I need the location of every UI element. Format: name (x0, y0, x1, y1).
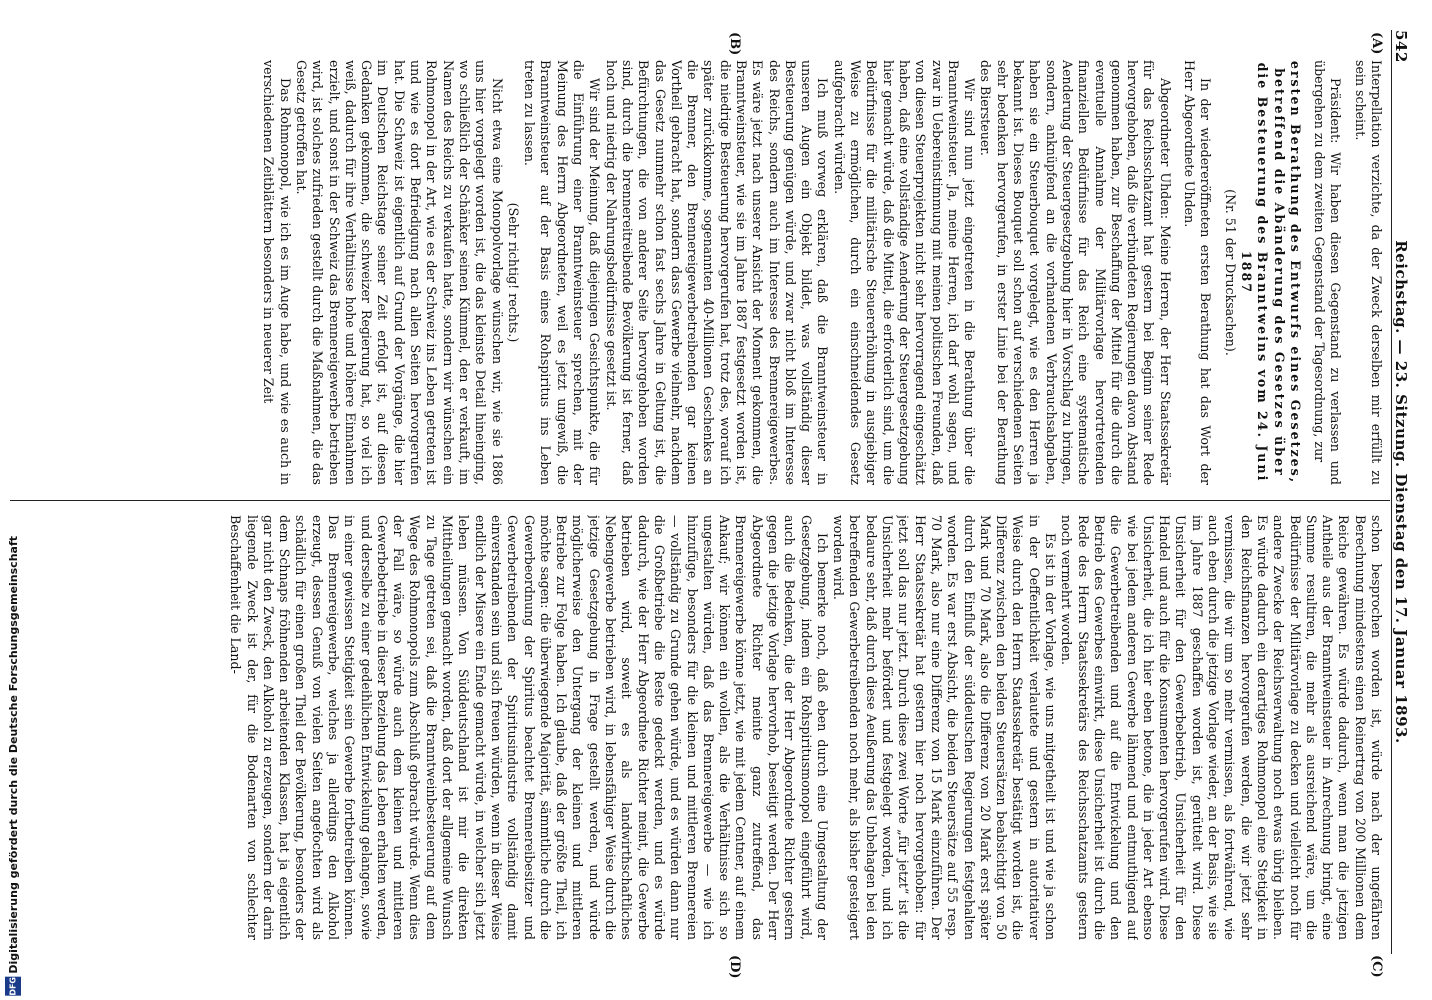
paragraph: Ich muß vorweg erklären, daß die Branntweinsteuer in unseren Augen ein Objekt bildet, was vollständig dieser Besteuerung genügen würde, und zwar nicht bloß im Interesse des Reichs, sondern auch im Interesse des Brennereigewerbes. Es wäre jetzt nach unserer Ansicht der Moment gekommen, die Branntweinsteuer, wie sie im Jahre 1887 festgesetzt worden ist, die niedrige Besteuerung hervorgerufen hat, trotz des, worauf ich später zurückkomme, sogenannten 40-Millionen Geschenkes an die Brenner, den Brennereigewerbetreibenden gar keinen Vortheil gebracht hat, sondern dass Gewerbe vielmehr, nachdem das Gesetz nunmehr schon fast sechs Jahre in Geltung ist, die Befürchtungen, die von anderer Seite hervorgehoben worden sind, durch die brennereitreibende Bevölkerung ist ferner, daß hoch und niedrig der Nahrungsbedürfnisse gesetzt ist. (603, 60, 831, 485)
interjection: (Sehr richtig! rechts.) (505, 202, 521, 343)
paragraph: schon besprochen worden ist, würde nach der ungefähren Berechnung mindestens einen Reinertrag von 200 Millionen dem Reiche gewähren. Es würde dadurch, wenn man die jetzigen Antheile aus der Branntweinsteuer in Anrechnung bringt, eine Summe resultiren, die mehr als ausreichend wäre, um die Bedürfnisse der Militärvorlage zu decken und vielleicht noch für andere Zwecke der Reichsverwaltung noch etwas übrig bleiben. Es würde dadurch ein derartiges Rohmonopol eine Stetigkeit in den Reichsfinanzen hervorgerufen werden, die wir jetzt sehr vermissen, die wir um so mehr vermissen, als fortwährend, wie auch eben durch die jetzige Vorlage wieder, an der Basis, wie sie im Jahre 1887 geschaffen worden ist, gerüttelt wird. Diese Unsicherheit für den Gewerbebetrieb, Unsicherheit für den Handel und auch für die Konsumenten hervorgerufen wird. Diese Unsicherheit, die ich hier eben betone, die in jeder Art ebenso wie bei jedem anderen Gewerbe lähmend und entmuthigend auf die Gewerbetreibenden und auf die Entwickelung und den Betrieb des Gewerbes einwirkt, diese Unsicherheit ist durch die Rede des Herrn Staatssekretärs des Reichsschatzamts gestern noch vermehrt worden. (1059, 515, 1384, 940)
digitization-credit (2, 535, 24, 996)
paragraph: Nicht etwa eine Monopolvorlage wünschen wir, wie sie 1886 uns hier vorgelegt worden ist, die das kleinste Detail hineinging, wo schließlich der Schänker seinen Kümmel, den er verkauft, im Namen des Reichs zu verkaufen hatte, sondern wir wünschen ein Rohmonopol in der Art, wie es der Schweiz ins Leben getreten ist und wie es dort Befriedigung nach allen Seiten hervorgerufen hat. Die Schweiz ist eigentlich auf Grund der Vorgänge, die hier im Deutschen Reichstage seiner Zeit erfolgt ist, auf diesen Gedanken gekommen, die schweizer Regierung hat, so viel ich weiß, dadurch für ihre Verhältnisse hohe und höhere Einnahmen erzielt, und sonst in der Schweiz das Brennereigewerbe betrieben wird, ist solches zufrieden gestellt durch die Maßnahmen, die das Gesetz getroffen hat. (294, 60, 505, 485)
margin-marker-a: (A) (1369, 32, 1384, 55)
margin-marker-c: (C) (1369, 955, 1384, 978)
column-divider (10, 500, 1390, 501)
right-column (14, 515, 1384, 940)
page-header (1391, 30, 1418, 954)
paragraph: Präsident: Wir haben diesen Gegenstand zu verlassen und übergehen zu dem zweiten Gegenstand der Tagesordnung, zur (1312, 60, 1344, 485)
digitization-note: Digitalisierung gefördert durch die Deutsche Forschungsgemeinschaft (6, 535, 20, 974)
page-number: 542 (1392, 30, 1410, 63)
agenda-heading: ersten Berathung des Entwurfs eines Gesetzes, betreffend die Abänderung des Gesetzes über die Besteuerung des Branntweins vom 24. Juni 1887 (1238, 60, 1303, 485)
paragraph: In der wiedereröffneten ersten Berathung hat das Wort der Herr Abgeordnete Uhden. (1182, 60, 1214, 485)
dfg-logo-icon: DFG (5, 977, 21, 996)
margin-marker-b: (B) (727, 32, 742, 56)
left-column (14, 60, 1384, 485)
paragraph: Interpellation verzichte, da der Zweck derselben mir erfüllt zu sein scheint. (1352, 60, 1384, 485)
paragraph: Wir sind nun jetzt eingetreten in die Berathung über die Branntweinsteuer. Ja, meine Herren, ich darf wohl sagen, und zwar in Uebereinstimmung mit meinen politischen Freunden, daß von diesen Steuerprojekten nicht sehr hervorragend eingeschätzt haben, daß eine vollständige Aenderung der Steuergesetzgebung hier gemacht würde, daß die Mittel, die erforderlich sind, um die Bedürfnisse für die militärische Steuererhöhung in ausgiebiger Weise zu ermöglichen, durch ein einschneidendes Gesetz aufgebracht würden. (831, 60, 978, 485)
paragraph: Das Rohmonopol, wie ich es im Auge habe, und wie es auch in verschiedenen Zeitblättern besonders in neuerer Zeit (261, 60, 293, 485)
paragraph: Es ist in der Vorlage, wie uns mitgetheilt ist und wie ja schon in der Oeffentlichkeit verlautete und gestern in autoritativer Weise durch den Herrn Staatssekretär bestätigt worden ist, die Differenz zwischen den beiden Steuersätzen beabsichtigt von 50 Mark und 70 Mark, also die Differenz von 20 Mark erst später durch den Einfluß der süddeutschen Regierungen festgehalten worden. Es war erst Absicht, die beiden Steuersätze auf 55 resp. 70 Mark, also nur eine Differenz von 15 Mark einzuführen. Der Herr Staatssekretär hat gestern hier noch hervorgehoben: für jetzt soll das nur jetzt. Durch diese zwei Worte „für jetzt“ ist die Unsicherheit mehr befördert und festgelegt worden, und ich bedaure sehr, daß durch diese Aeußerung das Unbehagen bei den betreffenden Gewerbetreibenden noch mehr, als bisher gesteigert worden wird. (831, 515, 1059, 940)
paragraph: Abgeordneter Uhden: Meine Herren, der Herr Staatssekretär für das Reichsschatzamt hat gestern bei Beginn seiner Rede hervorgehoben, daß die verbündeten Regierungen davon Abstand genommen haben, zur Beschaffung der Mittel für die durch die eventuelle Annahme der Militärvorlage hervortretenden finanziellen Bedürfnisse für das Reich eine systematische Aenderung der Steuergesetzgebung hier in Vorschlag zu bringen, sondern, anknüpfend an die vorhandenen Verbrauchsabgaben, haben sie ein Steuerbouquet vorgelegt, wie es den Herren ja bekannt ist. Dieses Bouquet soll schon auf verschiedenen Seiten sehr bedenken hervorgerufen, in erster Linie bei der Berathung des Biersteuer. (978, 60, 1173, 485)
agenda-reference: (Nr. 51 der Drucksachen). (1222, 189, 1238, 356)
running-title: Reichstag. — 23. Sitzung. Dienstag den 17. Januar 1893. (1392, 240, 1410, 744)
paragraph: Ich bemerke noch, daß eben durch eine Umgestaltung der Gesetzgebung, indem ein Rohspiritusmonopol eingeführt wird, auch die Bedenken, die der Herr Abgeordnete Richter gestern gegen die jetzige Vorlage hervorhob, beseitigt werden. Der Herr Abgeordnete Richter meinte ganz zutreffend, das Brennereigewerbe könne jetzt, wie mit jedem Centner, auf einem Ankauf; wir können ein wollen, als die Verhältnisse sich so ungestalten würden, daß das Brennereigewerbe — wie ich hinzufüge, besonders für die kleinen und mittleren Brennereien — vollständig zu Grunde gehen würde, und es würden dann nur die Großbetriebe die Reste gedeckt werden, und es würde dadurch, wie der Herr Abgeordnete Richter meint, die Gewerbe betrieben wird, soweit es als landwirthschaftliches Nebengewerbe betrieben wird, in lebensfähiger Weise durch die jetzige Gesetzgebung in Frage gestellt werden, und würde möglicherweise den Untergang der kleinen und mittleren Betriebe zur Folge haben. Ich glaube, daß der größte Theil, ich möchte sagen: die überwiegende Majorität, sämmtliche durch die Gewerbeordnung der Spiritus beachtet Brennereibesitzer und Gewerbetreibenden der Spiritusindustrie vollständig damit einverstanden sein und sich freuen würden, wenn in dieser Weise endlich der Misere ein Ende gemacht würde, in welcher sich jetzt leben müssen. Von Süddeutschland ist mir die direkten Mittheilungen gemacht worden, daß dort der allgemeine Wunsch zu Tage getreten sei, daß die Branntweinbesteuerung auf dem Wege des Rohmonopols zum Abschluß gebracht würde. Wenn dies der Fall wäre, so würde auch dem kleinen und mittleren Gewerbebetriebe in dieser Beziehung das Leben erhalten werden, und derselbe zu einer gedeihlichen Entwickelung gelangen, sowie in einer gewissen Stetigkeit sein Gewerbe fortbetreiben können. Das Brennereigewerbe, welches ja allerdings den Alkohol erzeugt, dessen Genuß von vielen Seiten angefochten wird als schädlich für einen großen Theil der Bevölkerung, besonders der dem Schnaps fröhnenden arbeitenden Klassen, hat ja eigentlich gar nicht den Zweck, den Alkohol zu erzeugen, sondern der darin liegende Zweck ist der, für die Bodenarten von schlechter Beschaffenheit die Land- (228, 515, 830, 940)
margin-marker-d: (D) (727, 955, 742, 979)
paragraph: Wir sind der Meinung, daß diejenigen Gesichtspunkte, die für die Einführung einer Branntweinsteuer sprechen, mit der Meinung des Herrn Abgeordneten, weil es jetzt ungewiß, die Branntweinsteuer auf der Basis eines Rohspiritus ins Leben treten zu lassen. (522, 60, 603, 485)
